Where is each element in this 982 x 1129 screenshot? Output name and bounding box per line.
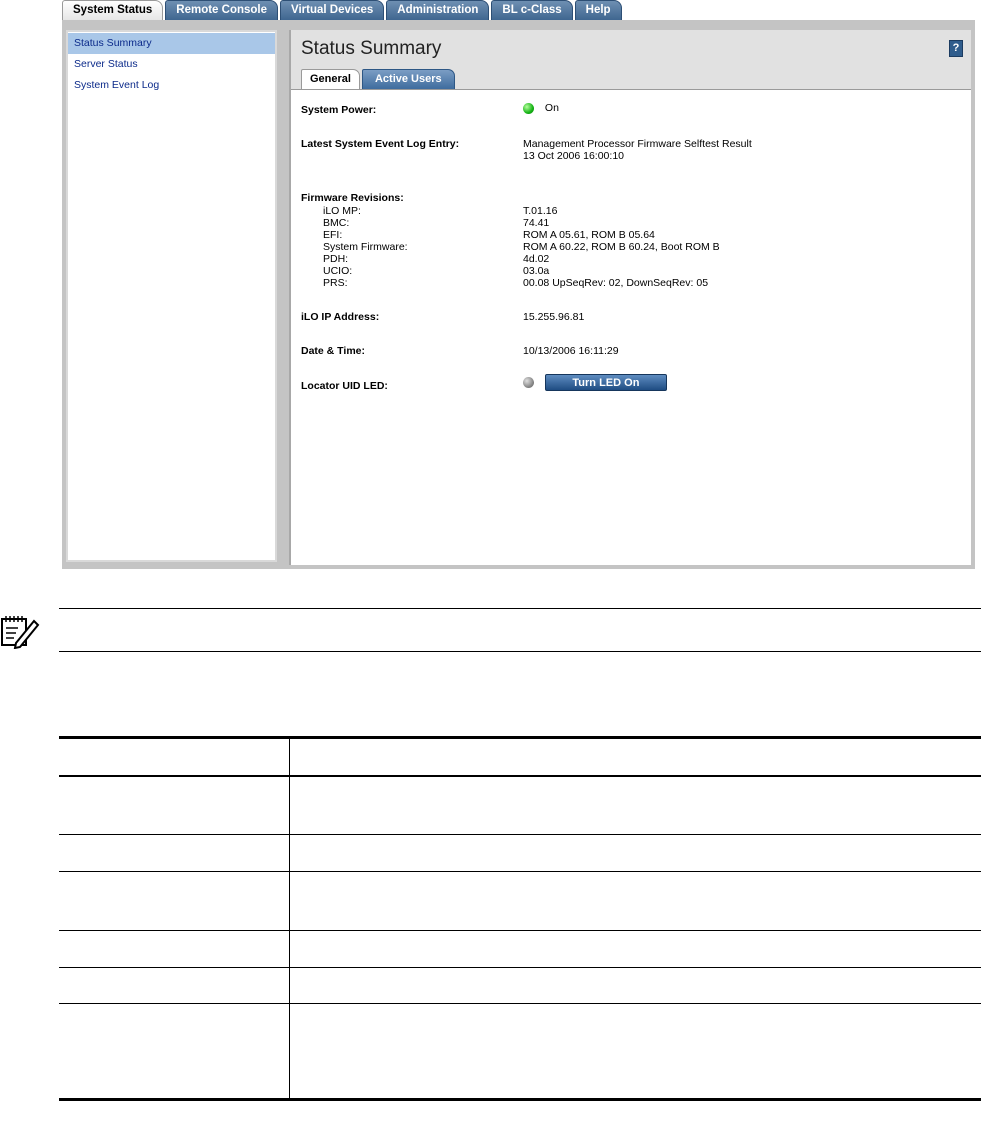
page-title: Status Summary bbox=[301, 38, 442, 59]
top-tab-bar bbox=[62, 0, 622, 20]
table-cell bbox=[59, 930, 290, 967]
main-header bbox=[291, 30, 971, 90]
firmware-item-value: 03.0a bbox=[523, 265, 550, 277]
firmware-item-value: ROM A 60.22, ROM B 60.24, Boot ROM B bbox=[523, 241, 720, 253]
table-row bbox=[59, 930, 981, 967]
sidebar-item-system-event-log[interactable]: System Event Log bbox=[74, 79, 160, 91]
tab-administration[interactable]: Administration bbox=[386, 0, 489, 20]
locator-led-value bbox=[523, 374, 667, 391]
tab-help[interactable]: Help bbox=[575, 0, 622, 20]
table-header-cell bbox=[59, 738, 290, 777]
firmware-item-name: System Firmware: bbox=[323, 241, 408, 253]
app-frame bbox=[62, 20, 975, 569]
ilo-ip-value: 15.255.96.81 bbox=[523, 311, 585, 323]
system-power-label: System Power: bbox=[301, 104, 377, 116]
table-cell bbox=[290, 834, 982, 871]
firmware-item-name: EFI: bbox=[323, 229, 343, 241]
latest-sel-message: Management Processor Firmware Selftest Result bbox=[523, 138, 752, 150]
subtab-bar bbox=[301, 69, 455, 89]
table-cell bbox=[59, 871, 290, 930]
date-time-label: Date & Time: bbox=[301, 345, 365, 357]
firmware-item-value: 4d.02 bbox=[523, 253, 550, 265]
table-cell bbox=[290, 871, 982, 930]
table-row bbox=[59, 834, 981, 871]
turn-led-on-button[interactable]: Turn LED On bbox=[545, 374, 667, 391]
firmware-item-value: 00.08 UpSeqRev: 02, DownSeqRev: 05 bbox=[523, 277, 709, 289]
table-cell bbox=[290, 1003, 982, 1099]
tab-system-status[interactable]: System Status bbox=[62, 0, 163, 20]
sidebar-item-server-status[interactable]: Server Status bbox=[74, 58, 138, 70]
table-cell bbox=[59, 967, 290, 1003]
latest-sel-label: Latest System Event Log Entry: bbox=[301, 138, 460, 150]
power-led-icon bbox=[523, 103, 534, 114]
firmware-item-name: PRS: bbox=[323, 277, 348, 289]
header-divider bbox=[291, 89, 971, 90]
tab-active-users[interactable]: Active Users bbox=[362, 69, 455, 89]
firmware-item-value: 74.41 bbox=[523, 217, 550, 229]
note-icon bbox=[0, 613, 40, 649]
firmware-item-name: iLO MP: bbox=[323, 205, 361, 217]
ilo-ip-label: iLO IP Address: bbox=[301, 311, 380, 323]
latest-sel-timestamp: 13 Oct 2006 16:00:10 bbox=[523, 150, 624, 162]
main-panel bbox=[289, 30, 971, 565]
note-top-rule bbox=[59, 608, 981, 609]
firmware-item-value: ROM A 05.61, ROM B 05.64 bbox=[523, 229, 655, 241]
sidebar-item-status-summary[interactable]: Status Summary bbox=[68, 33, 275, 54]
tab-general[interactable]: General bbox=[301, 69, 360, 89]
sidebar bbox=[66, 30, 277, 562]
table-row bbox=[59, 967, 981, 1003]
power-status: On bbox=[544, 102, 559, 114]
locator-led-label: Locator UID LED: bbox=[301, 380, 388, 392]
system-power-value bbox=[523, 102, 559, 114]
tab-remote-console[interactable]: Remote Console bbox=[165, 0, 278, 20]
firmware-item-name: UCIO: bbox=[323, 265, 353, 277]
table-cell bbox=[290, 967, 982, 1003]
table-row bbox=[59, 776, 981, 834]
table-header-row bbox=[59, 738, 981, 777]
help-icon[interactable]: ? bbox=[949, 40, 963, 57]
firmware-item-value: T.01.16 bbox=[523, 205, 558, 217]
table-cell bbox=[59, 776, 290, 834]
tab-bl-c-class[interactable]: BL c-Class bbox=[491, 0, 572, 20]
table-row bbox=[59, 871, 981, 930]
note-bottom-rule bbox=[59, 651, 981, 652]
latest-sel-value bbox=[523, 138, 752, 162]
table-cell bbox=[290, 930, 982, 967]
firmware-label: Firmware Revisions: bbox=[301, 192, 404, 204]
table-cell bbox=[59, 1003, 290, 1099]
date-time-value: 10/13/2006 16:11:29 bbox=[523, 345, 619, 357]
table-header-cell bbox=[290, 738, 982, 777]
firmware-item-name: PDH: bbox=[323, 253, 349, 265]
table-row bbox=[59, 1003, 981, 1099]
tab-virtual-devices[interactable]: Virtual Devices bbox=[280, 0, 384, 20]
reference-table bbox=[59, 736, 981, 1101]
table-cell bbox=[290, 776, 982, 834]
table-cell bbox=[59, 834, 290, 871]
locator-led-icon bbox=[523, 377, 534, 388]
firmware-item-name: BMC: bbox=[323, 217, 350, 229]
